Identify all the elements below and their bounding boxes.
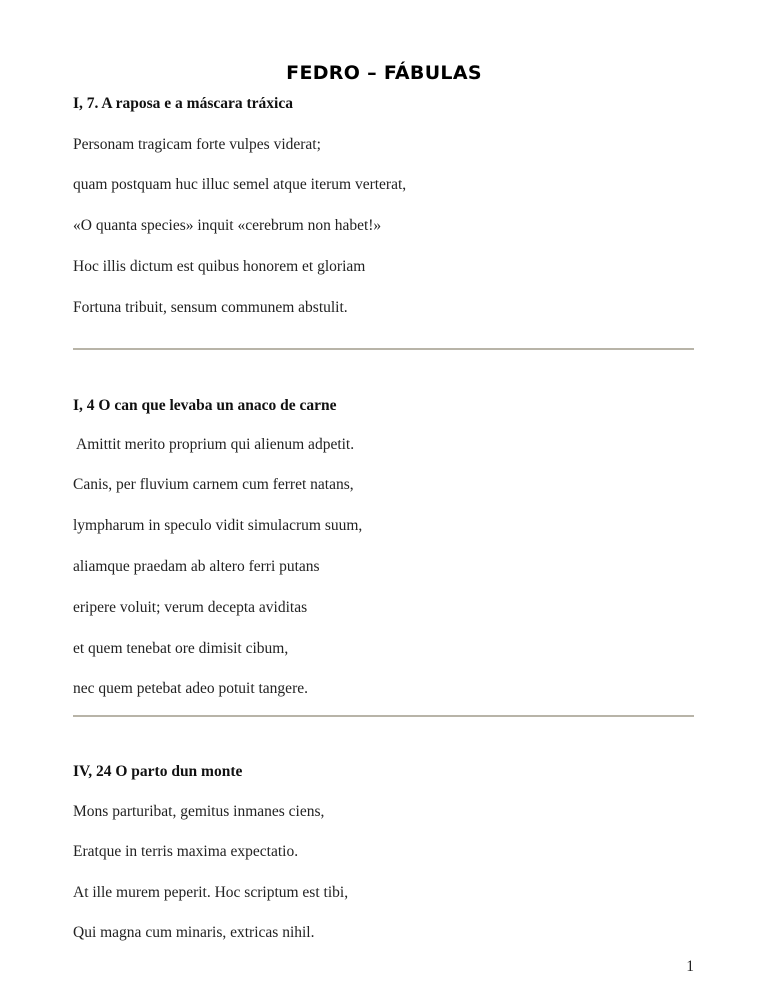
section-heading: I, 4 O can que levaba un anaco de carne (73, 397, 337, 414)
verse-line: Hoc illis dictum est quibus honorem et gloriam (73, 258, 366, 275)
verse-line: Eratque in terris maxima expectatio. (73, 843, 299, 860)
verse-line: lympharum in speculo vidit simulacrum suum, (73, 517, 363, 534)
page-number: 1 (686, 958, 694, 975)
verse-line: Canis, per fluvium carnem cum ferret natans, (73, 476, 354, 493)
verse-line: nec quem petebat adeo potuit tangere. (73, 680, 308, 697)
verse-line: At ille murem peperit. Hoc scriptum est tibi, (73, 884, 349, 901)
verse-line: quam postquam huc illuc semel atque iterum verterat, (73, 176, 407, 193)
verse-line: Personam tragicam forte vulpes viderat; (73, 136, 321, 153)
document-title: FEDRO – FÁBULAS (286, 62, 482, 84)
verse-line: Mons parturibat, gemitus inmanes ciens, (73, 803, 325, 820)
verse-line: et quem tenebat ore dimisit cibum, (73, 640, 289, 657)
verse-line: Fortuna tribuit, sensum communem abstulit. (73, 299, 348, 316)
verse-line: aliamque praedam ab altero ferri putans (73, 558, 320, 575)
verse-line: Amittit merito proprium qui alienum adpetit. (73, 436, 355, 453)
verse-line: eripere voluit; verum decepta aviditas (73, 599, 308, 616)
horizontal-rule (73, 715, 694, 717)
horizontal-rule (73, 348, 694, 350)
section-heading: IV, 24 O parto dun monte (73, 763, 243, 780)
verse-line: Qui magna cum minaris, extricas nihil. (73, 924, 315, 941)
section-heading: I, 7. A raposa e a máscara tráxica (73, 95, 293, 112)
verse-line: «O quanta species» inquit «cerebrum non habet!» (73, 217, 382, 234)
